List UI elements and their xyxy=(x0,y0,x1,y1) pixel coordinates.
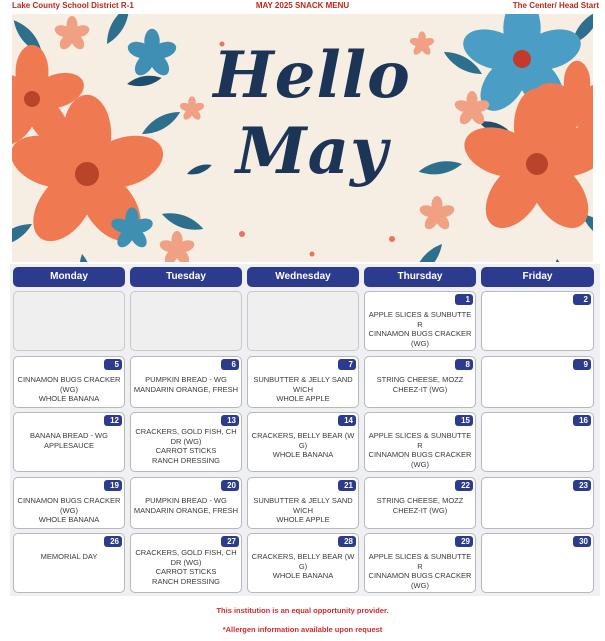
date-badge: 13 xyxy=(221,415,239,426)
snack-item: CINNAMON BUGS CRACKER (WG) xyxy=(368,571,472,590)
date-badge: 22 xyxy=(455,480,473,491)
location-name: The Center/ Head Start xyxy=(512,1,599,10)
page-header xyxy=(0,0,605,14)
snack-items xyxy=(133,427,239,465)
snack-item: CHEEZ-IT (WG) xyxy=(392,505,448,515)
snack-item: CHEEZ-IT (WG) xyxy=(392,384,448,394)
day-cell xyxy=(13,356,125,408)
equal-opportunity-statement: This institution is an equal opportunity provider. xyxy=(216,606,389,615)
snack-item: MANDARIN ORANGE, FRESH xyxy=(133,505,239,515)
day-cell xyxy=(481,291,594,351)
day-header-friday: Friday xyxy=(481,267,594,287)
snack-item: RANCH DRESSING xyxy=(152,576,220,586)
date-badge: 5 xyxy=(104,359,122,370)
day-cell xyxy=(364,291,476,351)
day-header-wednesday: Wednesday xyxy=(247,267,359,287)
day-header-thursday: Thursday xyxy=(364,267,476,287)
snack-item: RANCH DRESSING xyxy=(152,455,220,465)
day-cell xyxy=(13,412,125,472)
snack-item: MEMORIAL DAY xyxy=(40,552,98,561)
snack-item: APPLE SLICES & SUNBUTTER xyxy=(368,552,472,571)
snack-item: CINNAMON BUGS CRACKER (WG) xyxy=(17,496,121,515)
snack-item: WHOLE BANANA xyxy=(38,394,100,404)
date-badge: 8 xyxy=(455,359,473,370)
day-cell xyxy=(130,533,242,593)
day-cell xyxy=(247,291,359,351)
snack-items xyxy=(250,496,356,525)
date-badge: 26 xyxy=(104,536,122,547)
day-header-monday: Monday xyxy=(13,267,125,287)
snack-items xyxy=(16,431,122,450)
menu-title: MAY 2025 SNACK MENU xyxy=(255,1,350,10)
date-badge: 6 xyxy=(221,359,239,370)
snack-item: CINNAMON BUGS CRACKER (WG) xyxy=(368,450,472,469)
snack-items xyxy=(367,431,473,469)
snack-items xyxy=(16,375,122,404)
snack-item: WHOLE APPLE xyxy=(276,394,330,404)
day-cell xyxy=(364,412,476,472)
date-badge: 29 xyxy=(455,536,473,547)
snack-item: BANANA BREAD - WG xyxy=(30,431,108,440)
snack-item: CRACKERS, BELLY BEAR (WG) xyxy=(251,552,355,571)
day-cell xyxy=(364,356,476,408)
snack-item: CRACKERS, BELLY BEAR (WG) xyxy=(251,431,355,450)
snack-items xyxy=(250,431,356,460)
snack-item: MANDARIN ORANGE, FRESH xyxy=(133,384,239,394)
day-cell xyxy=(130,477,242,529)
date-badge: 7 xyxy=(338,359,356,370)
snack-item: STRING CHEESE, MOZZ xyxy=(376,496,464,505)
day-header-tuesday: Tuesday xyxy=(130,267,242,287)
snack-items xyxy=(250,552,356,581)
day-cell xyxy=(364,477,476,529)
hello-may-title xyxy=(202,38,422,190)
snack-item: PUMPKIN BREAD - WG xyxy=(145,496,227,505)
snack-items xyxy=(133,548,239,586)
snack-item: SUNBUTTER & JELLY SANDWICH xyxy=(253,375,353,394)
day-cell xyxy=(481,356,594,408)
snack-items xyxy=(367,310,473,348)
snack-items xyxy=(367,375,473,394)
day-cell xyxy=(247,533,359,593)
snack-calendar xyxy=(10,264,600,596)
snack-item: SUNBUTTER & JELLY SANDWICH xyxy=(253,496,353,515)
day-cell xyxy=(247,412,359,472)
snack-items xyxy=(133,375,239,394)
day-cell xyxy=(13,291,125,351)
day-cell xyxy=(364,533,476,593)
date-badge: 9 xyxy=(573,359,591,370)
snack-item: CARROT STICKS xyxy=(155,567,217,577)
snack-items xyxy=(133,496,239,515)
snack-item: WHOLE APPLE xyxy=(276,515,330,525)
day-cell xyxy=(130,291,242,351)
date-badge: 21 xyxy=(338,480,356,491)
district-name: Lake County School District R-1 xyxy=(12,1,134,10)
snack-item: WHOLE BANANA xyxy=(272,450,334,460)
date-badge: 15 xyxy=(455,415,473,426)
day-cell xyxy=(130,412,242,472)
snack-item: PUMPKIN BREAD - WG xyxy=(145,375,227,384)
snack-item: CARROT STICKS xyxy=(155,446,217,456)
date-badge: 27 xyxy=(221,536,239,547)
day-cell xyxy=(481,412,594,472)
snack-item: APPLE SLICES & SUNBUTTER xyxy=(368,431,472,450)
hello-may-banner xyxy=(12,14,593,262)
title-line-may: May xyxy=(235,114,389,189)
snack-items xyxy=(16,552,122,562)
date-badge: 16 xyxy=(573,415,591,426)
day-cell xyxy=(247,356,359,408)
snack-item: APPLESAUCE xyxy=(43,440,95,450)
snack-item: WHOLE BANANA xyxy=(272,571,334,581)
date-badge: 2 xyxy=(573,294,591,305)
snack-item: STRING CHEESE, MOZZ xyxy=(376,375,464,384)
day-cell xyxy=(130,356,242,408)
day-cell xyxy=(13,477,125,529)
day-cell xyxy=(247,477,359,529)
title-line-hello: Hello xyxy=(213,38,411,113)
day-cell xyxy=(481,477,594,529)
snack-item: CINNAMON BUGS CRACKER (WG) xyxy=(368,329,472,348)
date-badge: 1 xyxy=(455,294,473,305)
snack-item: APPLE SLICES & SUNBUTTER xyxy=(368,310,472,329)
day-cell xyxy=(13,533,125,593)
allergen-notice: *Allergen information available upon request xyxy=(222,625,383,634)
snack-items xyxy=(16,496,122,525)
snack-item: CINNAMON BUGS CRACKER (WG) xyxy=(17,375,121,394)
date-badge: 30 xyxy=(573,536,591,547)
snack-item: CRACKERS, GOLD FISH, CHDR (WG) xyxy=(135,548,237,567)
snack-item: WHOLE BANANA xyxy=(38,515,100,525)
date-badge: 28 xyxy=(338,536,356,547)
snack-item: CRACKERS, GOLD FISH, CHDR (WG) xyxy=(135,427,237,446)
snack-items xyxy=(367,552,473,590)
date-badge: 14 xyxy=(338,415,356,426)
date-badge: 23 xyxy=(573,480,591,491)
date-badge: 19 xyxy=(104,480,122,491)
snack-items xyxy=(367,496,473,515)
date-badge: 20 xyxy=(221,480,239,491)
date-badge: 12 xyxy=(104,415,122,426)
snack-items xyxy=(250,375,356,404)
day-cell xyxy=(481,533,594,593)
